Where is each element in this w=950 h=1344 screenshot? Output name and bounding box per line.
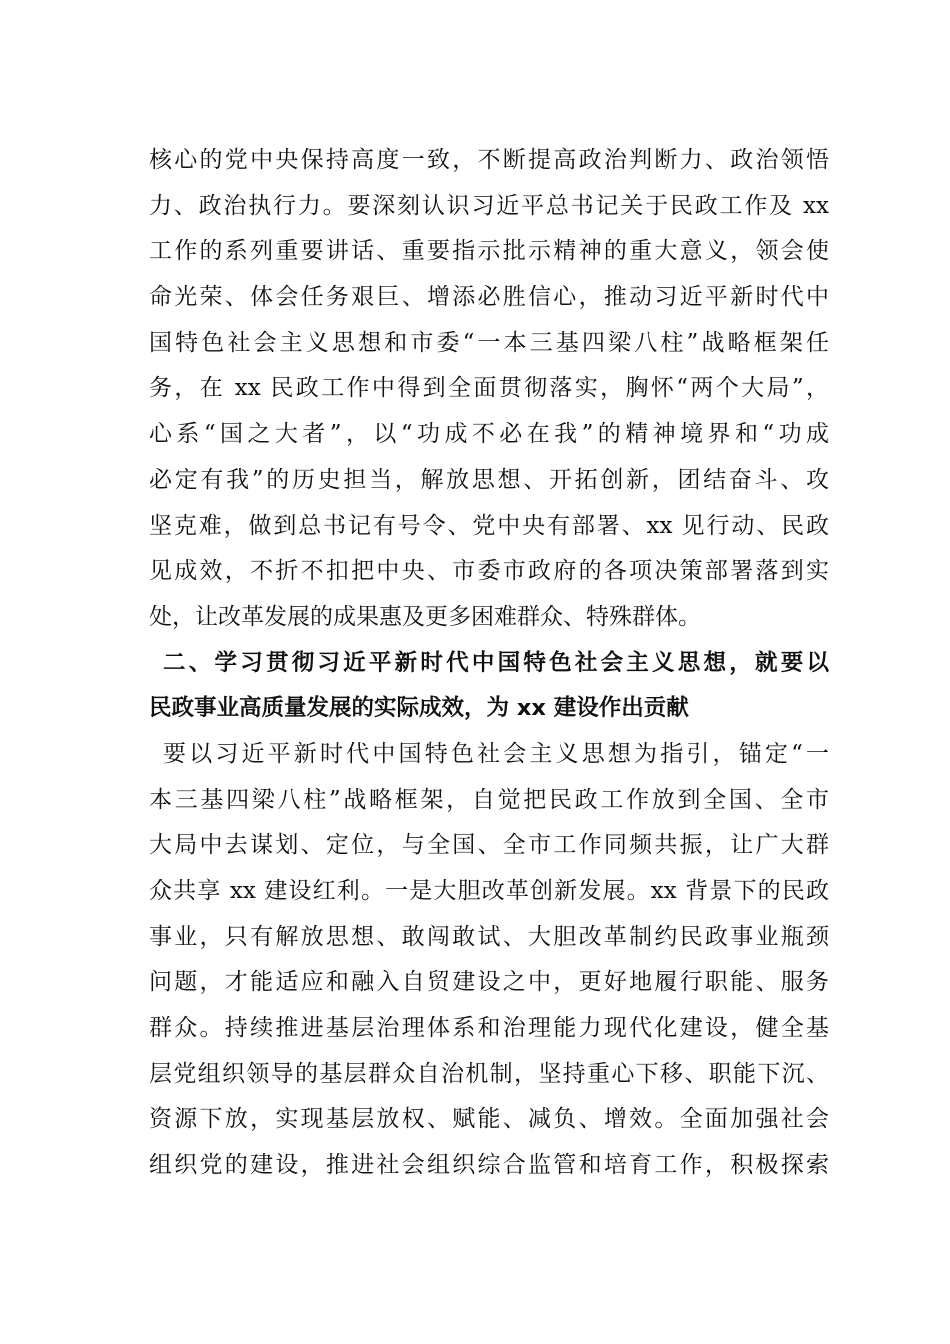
- text-line: 组织党的建设，推进社会组织综合监管和培育工作，积极探索: [149, 1152, 829, 1179]
- text-line: 核心的党中央保持高度一致，不断提高政治判断力、政治领悟: [149, 147, 829, 173]
- paragraph-2: [149, 732, 829, 1189]
- text-line: 力、政治执行力。要深刻认识习近平总书记关于民政工作及 xx: [149, 192, 829, 219]
- section-heading-2: [149, 641, 829, 732]
- text-line: 心系“国之大者”，以“功成不必在我”的精神境界和“功成: [149, 421, 829, 448]
- text-line: 群众。持续推进基层治理体系和治理能力现代化建设，健全基: [149, 1015, 829, 1042]
- text-line: 众共享 xx 建设红利。一是大胆改革创新发展。xx 背景下的民政: [149, 878, 829, 904]
- text-line: 命光荣、体会任务艰巨、增添必胜信心，推动习近平新时代中: [149, 284, 829, 311]
- text-line: 必定有我”的历史担当，解放思想、开拓创新，团结奋斗、攻: [149, 466, 829, 493]
- text-line: 要以习近平新时代中国特色社会主义思想为指引，锚定“一: [163, 740, 829, 767]
- text-line: 国特色社会主义思想和市委“一本三基四梁八柱”战略框架任: [149, 329, 829, 356]
- heading-line: 民政事业高质量发展的实际成效，为 xx 建设作出贡献: [149, 695, 689, 722]
- paragraph-1: [149, 138, 829, 641]
- text-line: 事业，只有解放思想、敢闯敢试、大胆改革制约民政事业瓶颈: [149, 923, 829, 950]
- text-line: 工作的系列重要讲话、重要指示批示精神的重大意义，领会使: [149, 238, 829, 265]
- document-body: [149, 138, 829, 1189]
- text-line: 层党组织领导的基层群众自治机制，坚持重心下移、职能下沉、: [149, 1060, 829, 1087]
- text-line: 见成效，不折不扣把中央、市委市政府的各项决策部署落到实: [149, 558, 829, 585]
- text-line: 大局中去谋划、定位，与全国、全市工作同频共振，让广大群: [149, 832, 829, 859]
- text-line: 资源下放，实现基层放权、赋能、减负、增效。全面加强社会: [149, 1106, 829, 1133]
- text-line: 本三基四梁八柱”战略框架，自觉把民政工作放到全国、全市: [149, 786, 829, 813]
- text-line: 处，让改革发展的成果惠及更多困难群众、特殊群体。: [149, 603, 701, 630]
- heading-line: 二、学习贯彻习近平新时代中国特色社会主义思想，就要以: [163, 649, 829, 676]
- text-line: 坚克难，做到总书记有号令、党中央有部署、xx 见行动、民政: [149, 512, 829, 539]
- text-line: 务，在 xx 民政工作中得到全面贯彻落实，胸怀“两个大局”，: [149, 375, 829, 402]
- text-line: 问题，才能适应和融入自贸建设之中，更好地履行职能、服务: [149, 969, 829, 996]
